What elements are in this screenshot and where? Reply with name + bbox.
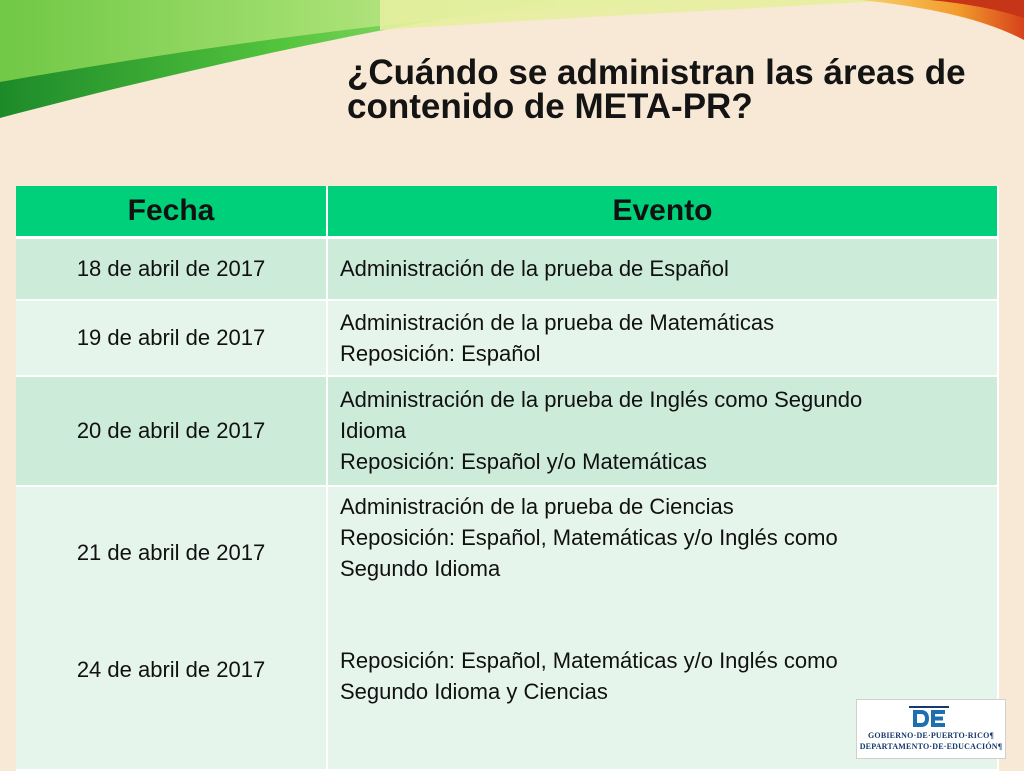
event-line: Reposición: Español y/o Matemáticas	[340, 449, 707, 474]
event-line: Reposición: Español, Matemáticas y/o Inglés como	[340, 524, 838, 550]
event-line: Administración de la prueba de Matemáticas	[340, 309, 775, 335]
event-line: Segundo Idioma y Ciencias	[340, 678, 608, 704]
event-cell	[327, 300, 998, 376]
table-header-row	[16, 186, 998, 238]
event-cell	[327, 376, 998, 486]
page-title	[347, 53, 1017, 126]
event-line: Administración de la prueba de Ciencias	[340, 493, 734, 519]
schedule-table	[16, 186, 999, 771]
event-line: Reposición: Español, Matemáticas y/o Inglés como	[340, 647, 838, 673]
logo-text-department: DEPARTAMENTO·DE·EDUCACIÓN¶	[859, 742, 1003, 751]
event-line: Administración de la prueba de Español	[340, 256, 729, 282]
event-cell	[327, 238, 998, 300]
event-line: Segundo Idioma	[340, 555, 501, 581]
date-cell	[16, 486, 327, 770]
table-row	[16, 376, 998, 486]
column-header-event: Evento	[327, 186, 998, 238]
page-title-line-2: contenido de META-PR?	[347, 87, 753, 126]
column-header-date: Fecha	[16, 186, 327, 238]
yellow-swoosh	[380, 0, 900, 30]
date-cell: 19 de abril de 2017	[16, 300, 327, 376]
event-line: Idioma	[340, 418, 407, 443]
date-text: 24 de abril de 2017	[76, 656, 266, 682]
date-text: 21 de abril de 2017	[76, 539, 266, 565]
logo-text-government: GOBIERNO·DE·PUERTO·RICO¶	[867, 731, 995, 740]
event-line: Reposición: Español	[340, 340, 541, 366]
page-title-line-1: ¿Cuándo se administran las áreas de	[347, 53, 966, 92]
de-logo-icon	[907, 703, 951, 729]
event-line: Administración de la prueba de Inglés como Segundo	[340, 387, 863, 412]
table-row	[16, 238, 998, 300]
date-cell: 18 de abril de 2017	[16, 238, 327, 300]
date-cell: 20 de abril de 2017	[16, 376, 327, 486]
education-department-logo	[856, 699, 1006, 759]
table-row	[16, 300, 998, 376]
table-row	[16, 486, 998, 770]
